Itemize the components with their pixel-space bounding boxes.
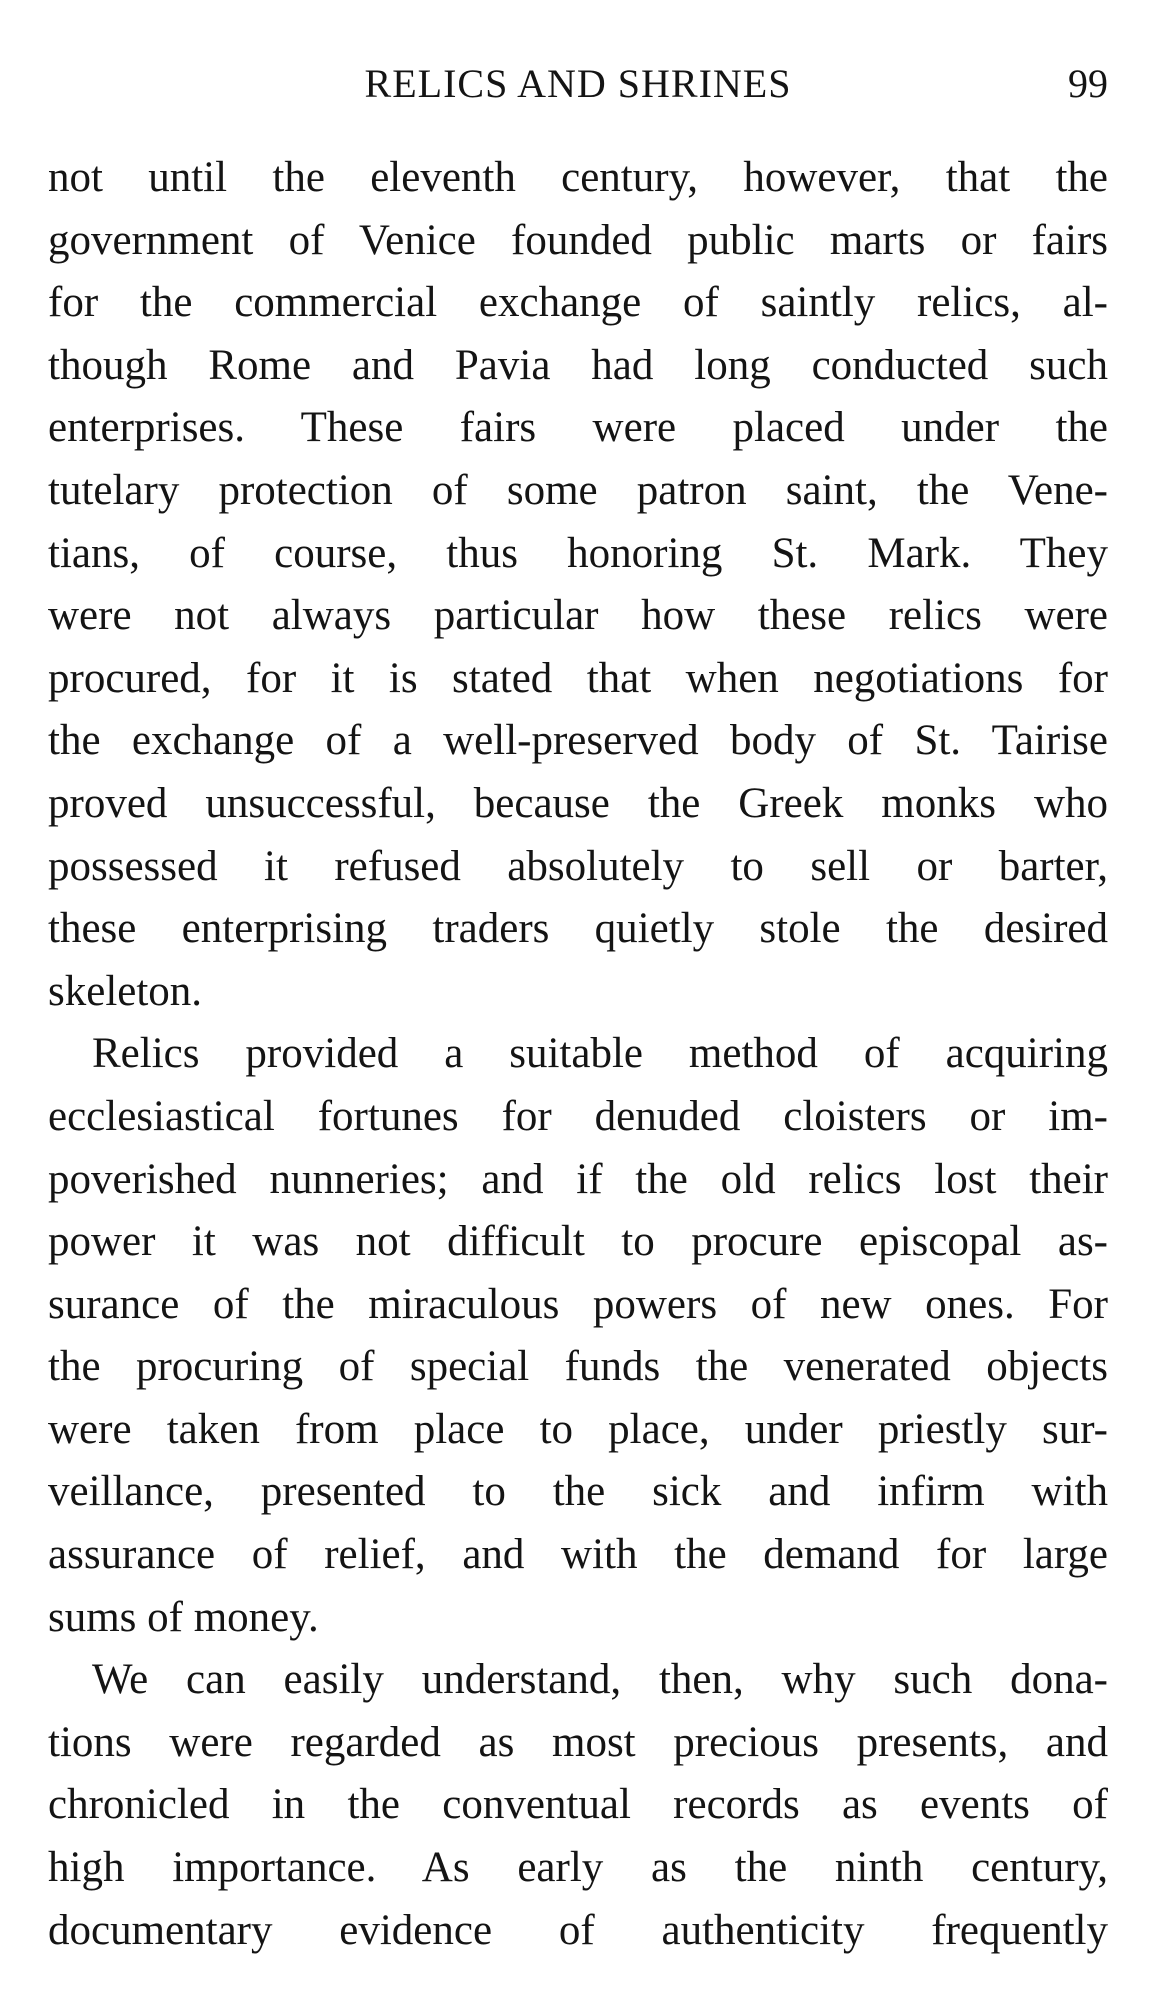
text-line: not until the eleventh century, however, that the <box>48 154 1108 201</box>
paragraph-relics <box>48 1023 1108 1649</box>
text-line: were not always particular how these relics were <box>48 592 1108 640</box>
text-line: for the commercial exchange of saintly relics, al- <box>48 279 1108 327</box>
paragraph-donations <box>48 1649 1108 1962</box>
text-line: government of Venice founded public marts or fairs <box>48 216 1108 264</box>
text-line: the exchange of a well-preserved body of St. Tairise <box>48 717 1108 765</box>
text-line: high importance. As early as the ninth century, <box>48 1844 1108 1892</box>
text-line: documentary evidence of authenticity frequently <box>48 1906 1108 1954</box>
text-line: though Rome and Pavia had long conducted such <box>48 341 1108 389</box>
text-line: proved unsuccessful, because the Greek monks who <box>48 779 1108 827</box>
page-number: 99 <box>1068 61 1108 106</box>
text-line: surance of the miraculous powers of new ones. For <box>48 1280 1108 1328</box>
text-line: skeleton. <box>48 967 203 1015</box>
text-line: sums of money. <box>48 1593 319 1641</box>
text-line: tutelary protection of some patron saint, the Vene- <box>48 466 1108 514</box>
text-line: power it was not difficult to procure episcopal as- <box>48 1218 1108 1266</box>
text-line: tians, of course, thus honoring St. Mark. They <box>48 529 1108 577</box>
running-head <box>48 54 1108 114</box>
text-line: the procuring of special funds the venerated objects <box>48 1343 1108 1391</box>
text-line: assurance of relief, and with the demand for large <box>48 1531 1108 1579</box>
text-line: chronicled in the conventual records as events of <box>48 1781 1108 1829</box>
text-line: We can easily understand, then, why such dona- <box>92 1656 1108 1704</box>
paragraph-continued <box>48 147 1108 1023</box>
text-line: enterprises. These fairs were placed under the <box>48 404 1108 452</box>
body-text <box>48 147 1108 1962</box>
text-line: veillance, presented to the sick and infirm with <box>48 1468 1108 1516</box>
text-line: procured, for it is stated that when negotiations for <box>48 654 1108 702</box>
text-line: were taken from place to place, under priestly sur- <box>48 1405 1108 1453</box>
text-line: Relics provided a suitable method of acquiring <box>92 1030 1108 1078</box>
text-line: possessed it refused absolutely to sell or barter, <box>48 842 1108 890</box>
text-line: tions were regarded as most precious presents, and <box>48 1718 1108 1766</box>
running-title: RELICS AND SHRINES <box>364 61 792 106</box>
text-line: ecclesiastical fortunes for denuded cloisters or im- <box>48 1092 1108 1140</box>
text-line: poverished nunneries; and if the old relics lost their <box>48 1155 1108 1203</box>
text-line: these enterprising traders quietly stole the desired <box>48 905 1108 953</box>
